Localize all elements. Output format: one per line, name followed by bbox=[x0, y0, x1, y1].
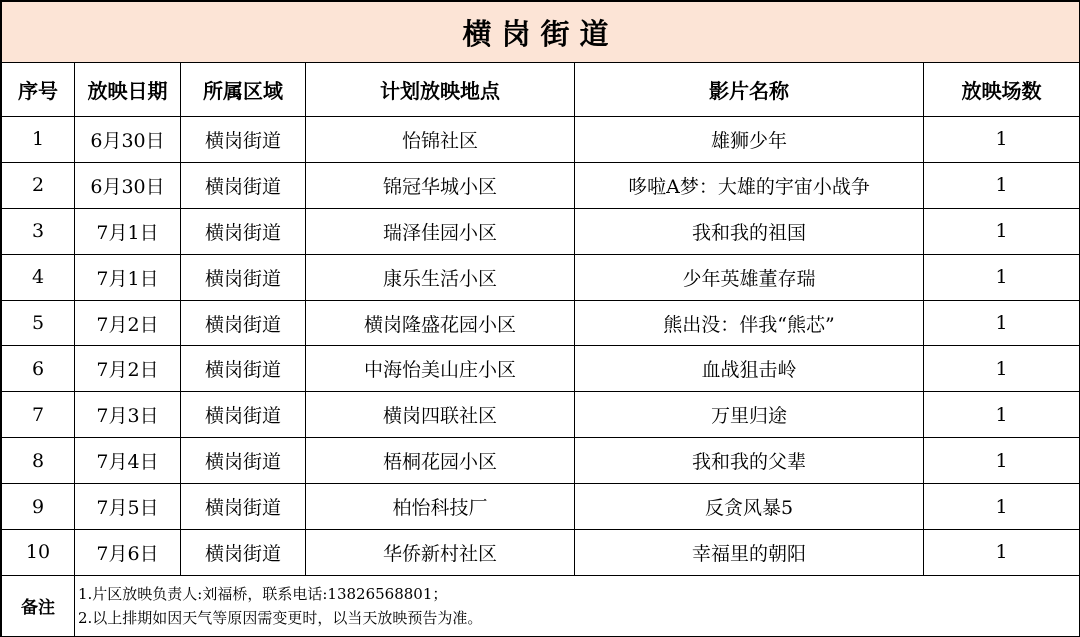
note-line-schedule-change: 2.以上排期如因天气等原因需变更时，以当天放映预告为准。 bbox=[78, 608, 483, 627]
cell-location: 瑞泽佳园小区 bbox=[306, 208, 575, 254]
table-row bbox=[2, 438, 1080, 484]
cell-date: 7月4日 bbox=[75, 438, 181, 484]
cell-film: 少年英雄董存瑞 bbox=[575, 254, 924, 300]
cell-location: 康乐生活小区 bbox=[306, 254, 575, 300]
cell-index: 5 bbox=[2, 300, 75, 346]
cell-date: 7月5日 bbox=[75, 484, 181, 530]
column-header-location: 计划放映地点 bbox=[306, 63, 575, 117]
cell-location: 锦冠华城小区 bbox=[306, 162, 575, 208]
cell-screenings: 1 bbox=[924, 254, 1080, 300]
cell-area: 横岗街道 bbox=[181, 162, 306, 208]
cell-index: 10 bbox=[2, 530, 75, 576]
cell-location: 柏怡科技厂 bbox=[306, 484, 575, 530]
notes-row bbox=[2, 575, 1080, 636]
cell-date: 7月1日 bbox=[75, 208, 181, 254]
cell-screenings: 1 bbox=[924, 484, 1080, 530]
cell-film: 万里归途 bbox=[575, 392, 924, 438]
column-header-screenings: 放映场数 bbox=[924, 63, 1080, 117]
table-row bbox=[2, 530, 1080, 576]
cell-date: 7月2日 bbox=[75, 346, 181, 392]
title-row bbox=[2, 2, 1080, 63]
cell-area: 横岗街道 bbox=[181, 117, 306, 163]
table-row bbox=[2, 300, 1080, 346]
cell-index: 4 bbox=[2, 254, 75, 300]
notes-content bbox=[75, 575, 1080, 636]
cell-film: 我和我的祖国 bbox=[575, 208, 924, 254]
column-header-date: 放映日期 bbox=[75, 63, 181, 117]
cell-date: 7月6日 bbox=[75, 530, 181, 576]
table-row bbox=[2, 254, 1080, 300]
table-row bbox=[2, 162, 1080, 208]
cell-film: 反贪风暴5 bbox=[575, 484, 924, 530]
cell-date: 6月30日 bbox=[75, 162, 181, 208]
notes-label: 备注 bbox=[2, 575, 75, 636]
cell-date: 7月3日 bbox=[75, 392, 181, 438]
cell-date: 7月1日 bbox=[75, 254, 181, 300]
cell-area: 横岗街道 bbox=[181, 346, 306, 392]
cell-screenings: 1 bbox=[924, 346, 1080, 392]
column-header-film: 影片名称 bbox=[575, 63, 924, 117]
cell-index: 9 bbox=[2, 484, 75, 530]
table-row bbox=[2, 392, 1080, 438]
table-row bbox=[2, 117, 1080, 163]
cell-location: 横岗隆盛花园小区 bbox=[306, 300, 575, 346]
cell-screenings: 1 bbox=[924, 162, 1080, 208]
table-row bbox=[2, 484, 1080, 530]
cell-index: 6 bbox=[2, 346, 75, 392]
cell-area: 横岗街道 bbox=[181, 392, 306, 438]
table-row bbox=[2, 346, 1080, 392]
cell-date: 6月30日 bbox=[75, 117, 181, 163]
cell-screenings: 1 bbox=[924, 208, 1080, 254]
cell-area: 横岗街道 bbox=[181, 530, 306, 576]
cell-location: 怡锦社区 bbox=[306, 117, 575, 163]
cell-index: 8 bbox=[2, 438, 75, 484]
cell-screenings: 1 bbox=[924, 392, 1080, 438]
cell-screenings: 1 bbox=[924, 530, 1080, 576]
cell-index: 3 bbox=[2, 208, 75, 254]
note-line-contact: 1.片区放映负责人:刘福桥，联系电话:13826568801； bbox=[78, 584, 448, 603]
cell-film: 幸福里的朝阳 bbox=[575, 530, 924, 576]
cell-date: 7月2日 bbox=[75, 300, 181, 346]
cell-film: 熊出没：伴我“熊芯” bbox=[575, 300, 924, 346]
cell-index: 2 bbox=[2, 162, 75, 208]
cell-film: 血战狙击岭 bbox=[575, 346, 924, 392]
schedule-table bbox=[1, 1, 1080, 637]
column-header-area: 所属区域 bbox=[181, 63, 306, 117]
cell-area: 横岗街道 bbox=[181, 300, 306, 346]
cell-film: 雄狮少年 bbox=[575, 117, 924, 163]
header-row bbox=[2, 63, 1080, 117]
cell-area: 横岗街道 bbox=[181, 208, 306, 254]
cell-screenings: 1 bbox=[924, 438, 1080, 484]
cell-location: 横岗四联社区 bbox=[306, 392, 575, 438]
table-row bbox=[2, 208, 1080, 254]
cell-screenings: 1 bbox=[924, 117, 1080, 163]
column-header-index: 序号 bbox=[2, 63, 75, 117]
cell-area: 横岗街道 bbox=[181, 484, 306, 530]
cell-index: 1 bbox=[2, 117, 75, 163]
cell-location: 中海怡美山庄小区 bbox=[306, 346, 575, 392]
cell-film: 哆啦A梦：大雄的宇宙小战争 bbox=[575, 162, 924, 208]
cell-location: 梧桐花园小区 bbox=[306, 438, 575, 484]
page-title: 横岗街道 bbox=[2, 2, 1080, 63]
cell-location: 华侨新村社区 bbox=[306, 530, 575, 576]
cell-area: 横岗街道 bbox=[181, 438, 306, 484]
cell-area: 横岗街道 bbox=[181, 254, 306, 300]
cell-index: 7 bbox=[2, 392, 75, 438]
cell-screenings: 1 bbox=[924, 300, 1080, 346]
cell-film: 我和我的父辈 bbox=[575, 438, 924, 484]
